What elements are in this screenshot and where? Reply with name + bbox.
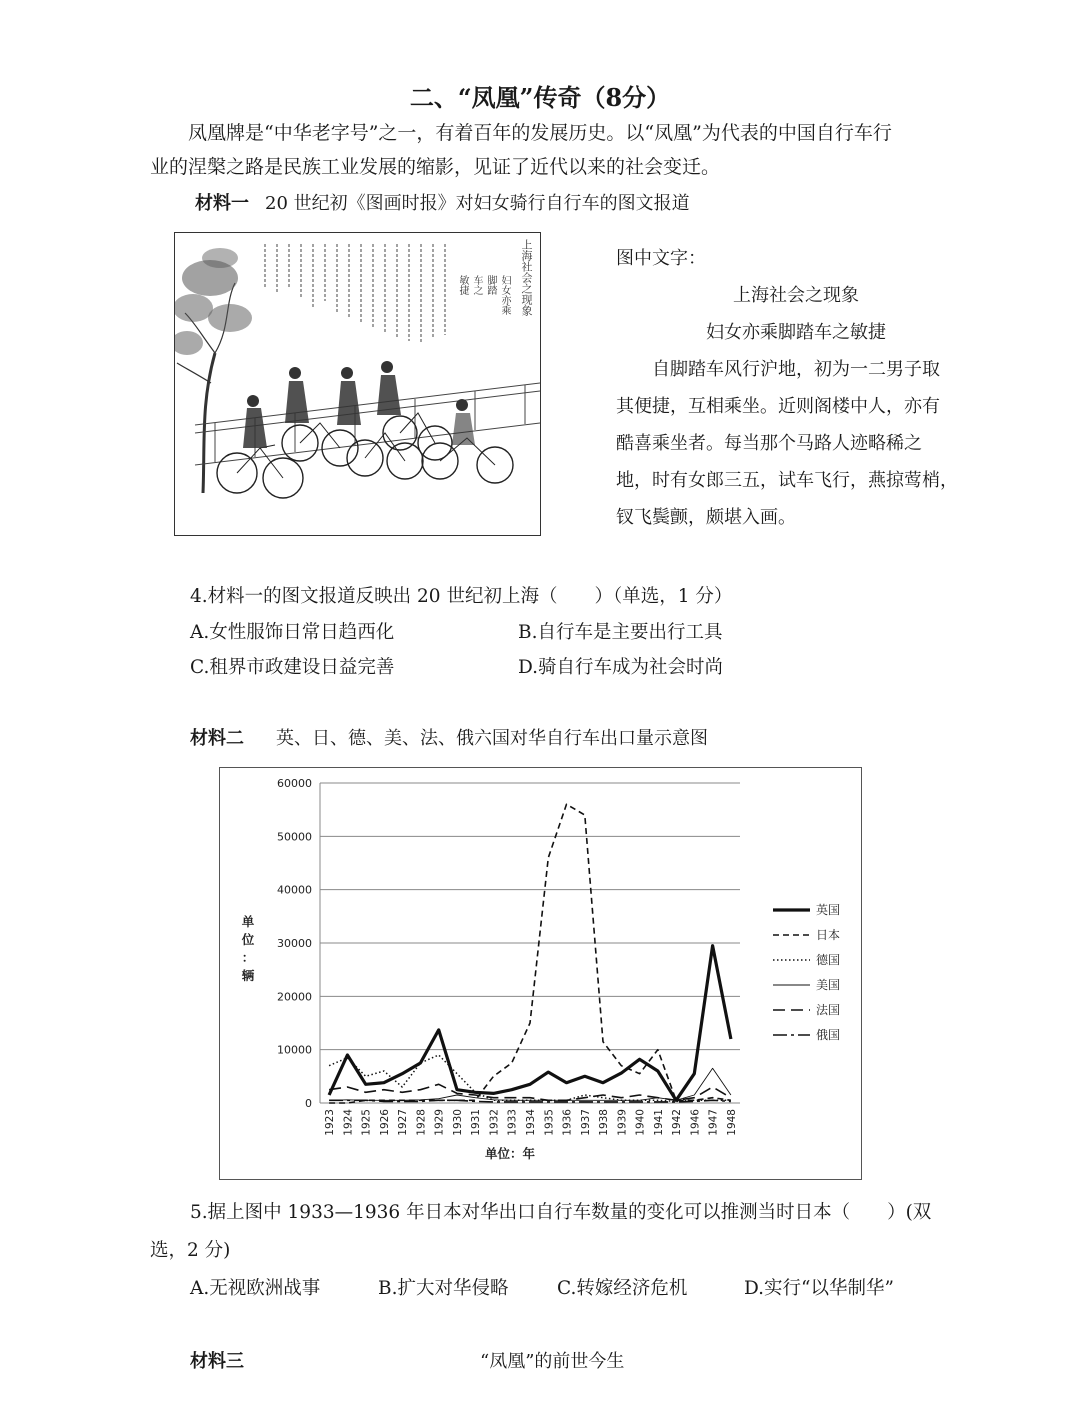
illustration-text-col-1: 上海社会之现象 [520, 239, 533, 316]
x-tick-label: 1948 [725, 1109, 738, 1136]
caption-body-line: 酷喜乘坐者。每当那个马路人迹略稀之 [616, 433, 922, 454]
legend-label: 法国 [816, 1003, 841, 1017]
x-tick-label: 1923 [324, 1109, 337, 1136]
legend-label: 德国 [816, 953, 841, 967]
illustration-text-col-2: 妇女亦乘 [499, 275, 510, 315]
x-tick-label: 1937 [579, 1109, 592, 1136]
illustration-text-col-3: 脚踏 [485, 275, 496, 295]
q5-option-d: D.实行“以华制华” [744, 1278, 894, 1299]
chart-canvas [220, 768, 861, 1179]
q5-option-c: C.转嫁经济危机 [557, 1278, 688, 1299]
y-tick-label: 30000 [277, 937, 312, 950]
x-tick-label: 1934 [525, 1109, 537, 1136]
q5-option-a: A.无视欧洲战事 [190, 1278, 321, 1299]
material1-label: 材料一 [195, 193, 249, 214]
y-tick-label: 20000 [277, 990, 312, 1004]
y-tick-label: 0 [305, 1097, 312, 1110]
legend-label: 英国 [816, 903, 841, 917]
material1-desc: 20 世纪初《图画时报》对妇女骑行自行车的图文报道 [265, 193, 690, 214]
y-axis-label-char: 位 [241, 932, 255, 947]
caption-body-line: 钗飞鬓颤，颇堪入画。 [616, 507, 796, 528]
caption-body-line: 地，时有女郎三五，试车飞行，燕掠莺梢， [616, 470, 958, 491]
x-tick-label: 1942 [671, 1109, 684, 1136]
intro-paragraph [150, 116, 950, 184]
q4-option-a: A.女性服饰日常日趋西化 [190, 622, 395, 643]
q5-stem-line-2: 选，2 分) [150, 1240, 231, 1261]
x-tick-label: 1924 [342, 1109, 355, 1136]
legend-label: 日本 [816, 928, 841, 942]
q5-option-b: B.扩大对华侵略 [378, 1278, 509, 1299]
q4-option-b: B.自行车是主要出行工具 [518, 622, 723, 643]
x-tick-label: 1935 [543, 1109, 556, 1136]
legend-label: 美国 [816, 978, 841, 992]
x-tick-label: 1925 [360, 1109, 373, 1136]
series-line-2 [329, 804, 731, 1103]
material1-header [195, 189, 690, 215]
x-tick-label: 1947 [707, 1109, 720, 1136]
legend-label: 俄国 [816, 1028, 841, 1042]
q5-stem-line-1: 5.据上图中 1933—1936 年日本对华出口自行车数量的变化可以推测当时日本（ ）(双 [190, 1202, 932, 1223]
x-tick-label: 1928 [415, 1109, 428, 1136]
section-title: 二、“凤凰”传奇（8分） [409, 83, 671, 112]
caption-body-line: 自脚踏车风行沪地，初为一二男子取 [652, 359, 940, 380]
q4-option-c: C.租界市政建设日益完善 [190, 657, 395, 678]
q4-option-d: D.骑自行车成为社会时尚 [518, 657, 724, 678]
y-axis-label-char: 单 [241, 914, 255, 929]
x-tick-label: 1929 [433, 1109, 446, 1136]
caption-title: 上海社会之现象 [733, 285, 859, 306]
y-tick-label: 60000 [277, 777, 312, 790]
y-axis-label-char: 辆 [241, 968, 255, 983]
caption-subtitle: 妇女亦乘脚踏车之敏捷 [706, 322, 886, 343]
q4-stem: 4.材料一的图文报道反映出 20 世纪初上海（ ）（单选，1 分） [190, 586, 733, 607]
x-tick-label: 1927 [397, 1109, 410, 1136]
intro-line-2: 业的涅槃之路是民族工业发展的缩影，见证了近代以来的社会变迁。 [150, 156, 721, 178]
x-tick-label: 1933 [506, 1109, 519, 1136]
y-tick-label: 40000 [277, 883, 312, 897]
x-axis-label: 单位：年 [484, 1146, 536, 1161]
y-tick-label: 10000 [277, 1043, 312, 1057]
illustration-text-block [255, 239, 455, 349]
x-tick-label: 1930 [451, 1109, 464, 1136]
x-tick-label: 1936 [561, 1109, 574, 1136]
x-tick-label: 1926 [378, 1109, 391, 1136]
x-tick-label: 1932 [488, 1109, 501, 1136]
material2-desc: 英、日、德、美、法、俄六国对华自行车出口量示意图 [276, 728, 708, 749]
caption-body-line: 其便捷，互相乘坐。近则阁楼中人，亦有 [616, 396, 940, 417]
x-tick-label: 1940 [634, 1109, 647, 1136]
material2-header [190, 724, 708, 750]
caption-heading: 图中文字： [616, 248, 706, 269]
material3-label: 材料三 [190, 1351, 244, 1372]
historical-illustration [174, 232, 541, 536]
illustration-caption [616, 240, 976, 536]
x-tick-label: 1941 [652, 1109, 665, 1136]
x-tick-label: 1938 [598, 1109, 611, 1136]
export-line-chart [219, 767, 862, 1180]
illustration-text-col-5: 敏捷 [457, 275, 468, 295]
material3-title: “凤凰”的前世今生 [480, 1351, 625, 1372]
y-tick-label: 50000 [277, 830, 312, 844]
illustration-text-col-4: 车之 [471, 275, 482, 295]
intro-line-1: 凤凰牌是“中华老字号”之一，有着百年的发展历史。以“凤凰”为代表的中国自行车行 [188, 122, 892, 144]
y-axis-label-char: ： [241, 950, 255, 965]
x-tick-label: 1939 [616, 1109, 629, 1136]
material2-label: 材料二 [190, 728, 244, 749]
x-tick-label: 1931 [470, 1109, 483, 1136]
x-tick-label: 1946 [689, 1109, 702, 1136]
